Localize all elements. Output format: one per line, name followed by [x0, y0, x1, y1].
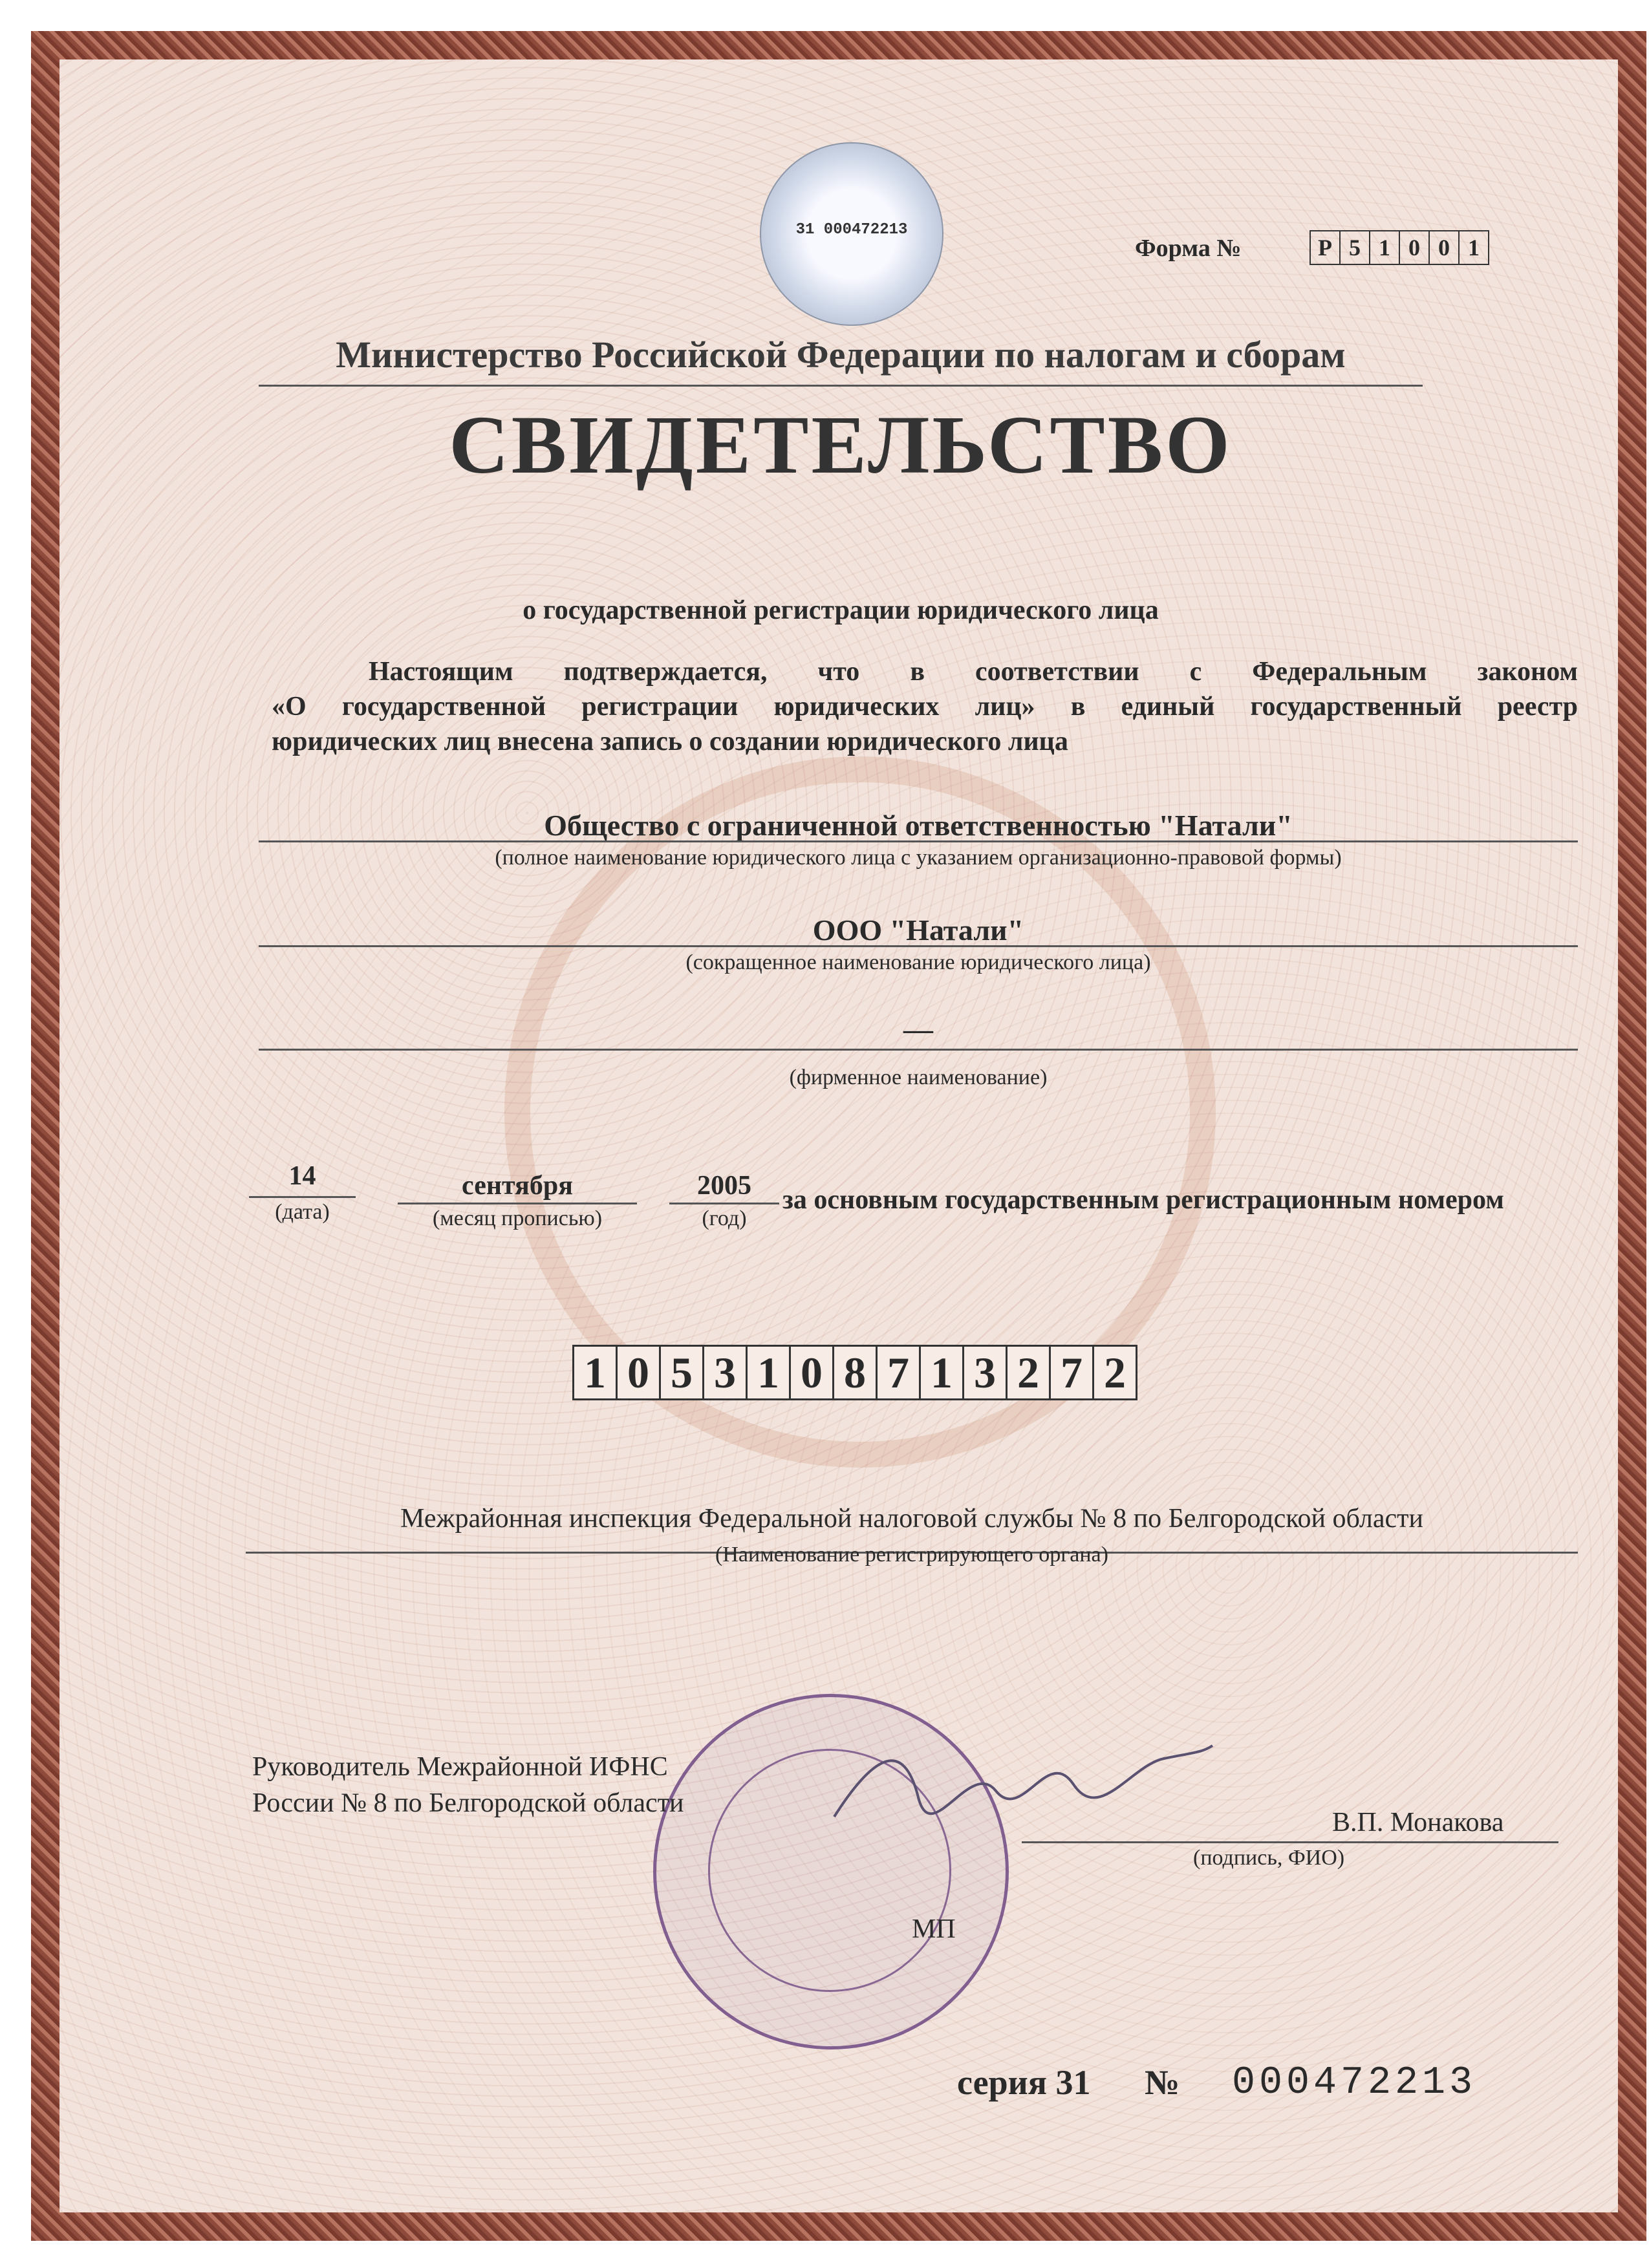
intro-line: юридических лиц внесена запись о создании юридического лица [272, 727, 1068, 756]
form-code-boxes [1310, 230, 1489, 265]
ogrn-digit: 1 [919, 1345, 962, 1400]
ogrn-digit: 2 [1092, 1345, 1137, 1400]
form-code-char: 1 [1458, 230, 1489, 265]
date-year-line [669, 1203, 779, 1204]
brand-name-value: — [903, 1012, 933, 1045]
form-code-char: Р [1310, 230, 1339, 265]
short-name-caption: (сокращенное наименование юридического лица) [685, 950, 1151, 974]
authority-caption: (Наименование регистрирующего органа) [715, 1543, 1108, 1567]
full-name-line [259, 840, 1578, 842]
intro-line: Настоящим подтверждается, что в соответствии с Федеральным законом [369, 657, 1578, 687]
date-month-caption: (месяц прописью) [432, 1206, 603, 1230]
form-code-char: 0 [1428, 230, 1458, 265]
ogrn-boxes [572, 1345, 1137, 1400]
intro-paragraph [272, 654, 1578, 759]
ogrn-digit: 0 [789, 1345, 832, 1400]
series-label: серия 31 [957, 2063, 1091, 2102]
brand-name-line [259, 1049, 1578, 1051]
series-no-label: № [1145, 2063, 1180, 2102]
ogrn-digit: 1 [572, 1345, 616, 1400]
ogrn-digit: 1 [746, 1345, 789, 1400]
form-code-char: 1 [1369, 230, 1399, 265]
stamp-mark: МП [912, 1914, 956, 1944]
date-year: 2005 [697, 1171, 751, 1201]
document-title: СВИДЕТЕЛЬСТВО [449, 399, 1233, 491]
signer-position [252, 1749, 684, 1821]
ogrn-digit: 7 [1049, 1345, 1092, 1400]
ogrn-digit: 3 [962, 1345, 1006, 1400]
ogrn-digit: 0 [616, 1345, 659, 1400]
short-name-value: ООО "Натали" [812, 914, 1024, 947]
ministry-underline [259, 385, 1423, 387]
date-day: 14 [288, 1161, 316, 1191]
date-day-line [249, 1196, 356, 1198]
signer-name: В.П. Монакова [1332, 1808, 1504, 1837]
authority-value: Межрайонная инспекция Федеральной налоговой службы № 8 по Белгородской области [400, 1504, 1423, 1534]
signer-caption: (подпись, ФИО) [1193, 1846, 1345, 1870]
form-label: Форма № [1135, 235, 1242, 262]
form-code-char: 5 [1339, 230, 1369, 265]
ogrn-digit: 2 [1006, 1345, 1049, 1400]
ogrn-digit: 8 [832, 1345, 876, 1400]
date-year-caption: (год) [702, 1206, 747, 1230]
brand-name-caption: (фирменное наименование) [789, 1065, 1048, 1089]
date-day-caption: (дата) [275, 1200, 330, 1224]
short-name-line [259, 945, 1578, 947]
handwritten-signature [828, 1720, 1216, 1849]
date-tail-text: за основным государственным регистрационным номером [782, 1185, 1504, 1215]
date-month: сентября [462, 1171, 573, 1201]
signer-position-line: России № 8 по Белгородской области [252, 1788, 684, 1818]
ogrn-digit: 5 [659, 1345, 702, 1400]
date-month-line [398, 1203, 637, 1204]
document-subtitle: о государственной регистрации юридического лица [523, 595, 1159, 625]
intro-line: «О государственной регистрации юридических лиц» в единый государственный реестр [272, 692, 1578, 722]
form-code-char: 0 [1399, 230, 1428, 265]
signer-position-line: Руководитель Межрайонной ИФНС [252, 1752, 668, 1782]
hologram-serial: 31 000472213 [795, 221, 908, 239]
ogrn-digit: 7 [876, 1345, 919, 1400]
ogrn-digit: 3 [702, 1345, 746, 1400]
full-name-caption: (полное наименование юридического лица с указанием организационно-правовой формы) [495, 846, 1342, 870]
series-number: 000472213 [1232, 2061, 1477, 2105]
ministry-header: Министерство Российской Федерации по налогам и сборам [336, 334, 1346, 376]
signer-line [1022, 1841, 1558, 1843]
hologram-sticker [760, 142, 943, 326]
full-name-value: Общество с ограниченной ответственностью "Натали" [544, 809, 1293, 842]
